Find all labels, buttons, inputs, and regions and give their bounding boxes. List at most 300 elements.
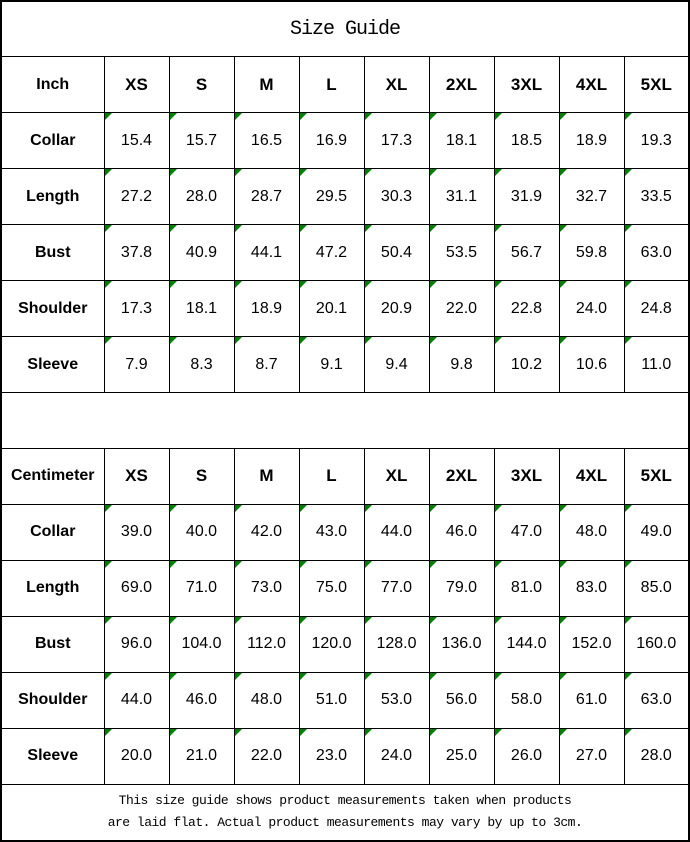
measurement-value-cell [299, 169, 364, 225]
measurement-value-cell [494, 616, 559, 672]
measurement-label: Shoulder [18, 691, 88, 709]
measurement-label: Collar [30, 523, 76, 541]
measurement-value: 77.0 [380, 579, 413, 597]
measurement-value: 61.0 [575, 691, 608, 709]
green-corner-triangle-icon [625, 729, 632, 736]
measurement-label: Bust [34, 635, 71, 653]
measurement-value: 18.5 [510, 131, 543, 149]
measurement-value: 9.8 [450, 355, 473, 373]
green-corner-triangle-icon [365, 169, 372, 176]
measurement-value-cell [169, 728, 234, 784]
page-title: Size Guide [289, 17, 401, 41]
measurement-row [1, 616, 689, 672]
green-corner-triangle-icon [105, 673, 112, 680]
measurement-value-cell [169, 504, 234, 560]
measurement-value: 39.0 [120, 523, 153, 541]
green-corner-triangle-icon [365, 561, 372, 568]
measurement-value: 20.0 [120, 747, 153, 765]
measurement-value: 22.8 [510, 299, 543, 317]
size-header-cell [169, 448, 234, 504]
green-corner-triangle-icon [170, 561, 177, 568]
measurement-value-cell [429, 672, 494, 728]
measurement-value-cell [429, 281, 494, 337]
measurement-value: 112.0 [247, 635, 286, 653]
measurement-value: 46.0 [445, 523, 478, 541]
measurement-value: 17.3 [380, 131, 413, 149]
measurement-value-cell [234, 113, 299, 169]
size-header: 3XL [510, 74, 543, 94]
measurement-value: 44.0 [380, 523, 413, 541]
measurement-value: 56.0 [445, 691, 478, 709]
green-corner-triangle-icon [105, 561, 112, 568]
size-header: 5XL [640, 466, 672, 486]
green-corner-triangle-icon [430, 169, 437, 176]
green-corner-triangle-icon [495, 225, 502, 232]
green-corner-triangle-icon [560, 169, 567, 176]
measurement-value: 18.9 [575, 131, 608, 149]
measurement-value: 44.0 [120, 691, 153, 709]
footer-note-line2: are laid flat. Actual product measurements may vary by up to 3cm. [107, 815, 583, 831]
green-corner-triangle-icon [560, 505, 567, 512]
size-header-cell [624, 448, 689, 504]
measurement-value: 19.3 [640, 131, 672, 149]
measurement-value-cell [559, 281, 624, 337]
size-header-cell [559, 448, 624, 504]
measurement-value: 24.8 [640, 299, 672, 317]
measurement-row [1, 225, 689, 281]
measurement-value: 40.0 [185, 523, 218, 541]
measurement-value: 8.7 [255, 355, 278, 373]
green-corner-triangle-icon [235, 729, 242, 736]
measurement-value: 9.4 [385, 355, 408, 373]
title-row [1, 1, 689, 57]
green-corner-triangle-icon [300, 169, 307, 176]
green-corner-triangle-icon [235, 673, 242, 680]
measurement-value: 48.0 [250, 691, 283, 709]
measurement-value: 37.8 [120, 243, 153, 261]
measurement-row [1, 281, 689, 337]
size-header-cell [429, 57, 494, 113]
measurement-row [1, 337, 689, 393]
measurement-value-cell [299, 560, 364, 616]
measurement-label: Sleeve [27, 355, 79, 373]
measurement-value-cell [169, 281, 234, 337]
green-corner-triangle-icon [365, 617, 372, 624]
measurement-value: 28.7 [250, 187, 283, 205]
size-header-cell [494, 448, 559, 504]
measurement-value-cell [494, 504, 559, 560]
title-cell [1, 1, 689, 57]
green-corner-triangle-icon [105, 729, 112, 736]
measurement-value: 47.2 [315, 243, 348, 261]
measurement-label-cell [1, 225, 104, 281]
size-header: XL [385, 466, 408, 486]
measurement-label-cell [1, 728, 104, 784]
measurement-value: 73.0 [250, 579, 283, 597]
measurement-value: 152.0 [571, 635, 612, 653]
size-header-cell [234, 57, 299, 113]
measurement-value-cell [624, 281, 689, 337]
measurement-value: 23.0 [315, 747, 348, 765]
measurement-value: 144.0 [506, 635, 547, 653]
unit-label-cell [1, 448, 104, 504]
measurement-value: 10.6 [575, 355, 608, 373]
measurement-row [1, 672, 689, 728]
measurement-value: 24.0 [380, 747, 413, 765]
measurement-label-cell [1, 504, 104, 560]
green-corner-triangle-icon [495, 337, 502, 344]
size-header: S [195, 74, 208, 94]
measurement-value: 18.1 [185, 299, 218, 317]
size-header-cell [169, 57, 234, 113]
measurement-value: 42.0 [250, 523, 283, 541]
measurement-value-cell [104, 672, 169, 728]
footer-note [1, 784, 689, 841]
measurement-value-cell [429, 560, 494, 616]
measurement-row [1, 728, 689, 784]
measurement-label-cell [1, 337, 104, 393]
measurement-value: 50.4 [380, 243, 413, 261]
measurement-value: 160.0 [636, 635, 677, 653]
measurement-value: 128.0 [376, 635, 417, 653]
measurement-value-cell [429, 169, 494, 225]
measurement-value: 56.7 [510, 243, 543, 261]
measurement-value-cell [364, 113, 429, 169]
measurement-value-cell [364, 169, 429, 225]
green-corner-triangle-icon [625, 673, 632, 680]
green-corner-triangle-icon [495, 729, 502, 736]
measurement-row [1, 560, 689, 616]
measurement-value-cell [559, 616, 624, 672]
measurement-value-cell [104, 560, 169, 616]
measurement-value: 47.0 [510, 523, 543, 541]
measurement-value-cell [624, 616, 689, 672]
measurement-value: 33.5 [640, 187, 672, 205]
measurement-label: Length [26, 187, 80, 205]
green-corner-triangle-icon [430, 617, 437, 624]
green-corner-triangle-icon [105, 225, 112, 232]
green-corner-triangle-icon [430, 113, 437, 120]
size-header: M [259, 466, 274, 486]
green-corner-triangle-icon [560, 729, 567, 736]
measurement-value-cell [559, 113, 624, 169]
size-header: 2XL [445, 466, 478, 486]
measurement-value: 29.5 [315, 187, 348, 205]
size-header-cell [299, 57, 364, 113]
size-header: XL [385, 74, 408, 94]
measurement-value-cell [624, 504, 689, 560]
green-corner-triangle-icon [105, 505, 112, 512]
measurement-value-cell [169, 113, 234, 169]
green-corner-triangle-icon [300, 337, 307, 344]
green-corner-triangle-icon [235, 505, 242, 512]
measurement-value-cell [559, 560, 624, 616]
measurement-value-cell [559, 169, 624, 225]
measurement-value-cell [299, 672, 364, 728]
size-header-cell [299, 448, 364, 504]
measurement-value-cell [364, 281, 429, 337]
measurement-value-cell [299, 504, 364, 560]
measurement-value-cell [494, 728, 559, 784]
green-corner-triangle-icon [560, 337, 567, 344]
size-header: L [326, 74, 337, 94]
size-header: M [259, 74, 274, 94]
size-header: XS [125, 466, 148, 486]
measurement-value-cell [429, 337, 494, 393]
measurement-label: Collar [30, 131, 76, 149]
size-header-cell [104, 448, 169, 504]
green-corner-triangle-icon [300, 673, 307, 680]
measurement-value: 20.1 [315, 299, 348, 317]
measurement-value: 25.0 [445, 747, 478, 765]
green-corner-triangle-icon [560, 281, 567, 288]
measurement-value: 63.0 [640, 243, 672, 261]
measurement-value: 136.0 [441, 635, 482, 653]
unit-label: Inch [36, 75, 70, 93]
size-header: L [326, 466, 337, 486]
green-corner-triangle-icon [105, 113, 112, 120]
measurement-value: 120.0 [311, 635, 352, 653]
size-header-cell [429, 448, 494, 504]
green-corner-triangle-icon [170, 729, 177, 736]
measurement-value-cell [104, 728, 169, 784]
measurement-value: 79.0 [445, 579, 478, 597]
measurement-value: 17.3 [120, 299, 153, 317]
green-corner-triangle-icon [235, 617, 242, 624]
measurement-value: 96.0 [120, 635, 153, 653]
measurement-label: Length [26, 579, 80, 597]
measurement-value: 85.0 [640, 579, 672, 597]
green-corner-triangle-icon [170, 505, 177, 512]
measurement-value-cell [234, 560, 299, 616]
measurement-value: 21.0 [185, 747, 218, 765]
green-corner-triangle-icon [170, 281, 177, 288]
measurement-value-cell [494, 337, 559, 393]
green-corner-triangle-icon [170, 673, 177, 680]
green-corner-triangle-icon [105, 337, 112, 344]
measurement-value: 27.2 [120, 187, 153, 205]
green-corner-triangle-icon [300, 225, 307, 232]
green-corner-triangle-icon [365, 113, 372, 120]
measurement-value-cell [429, 728, 494, 784]
measurement-value-cell [299, 616, 364, 672]
green-corner-triangle-icon [560, 561, 567, 568]
measurement-value-cell [299, 113, 364, 169]
green-corner-triangle-icon [235, 561, 242, 568]
measurement-value: 63.0 [640, 691, 672, 709]
green-corner-triangle-icon [170, 617, 177, 624]
measurement-value: 46.0 [185, 691, 218, 709]
measurement-value-cell [234, 337, 299, 393]
measurement-value-cell [494, 281, 559, 337]
measurement-value-cell [364, 504, 429, 560]
green-corner-triangle-icon [300, 561, 307, 568]
green-corner-triangle-icon [625, 225, 632, 232]
measurement-value-cell [234, 672, 299, 728]
measurement-value-cell [299, 728, 364, 784]
measurement-value-cell [234, 225, 299, 281]
measurement-label-cell [1, 672, 104, 728]
measurement-value-cell [234, 169, 299, 225]
green-corner-triangle-icon [365, 505, 372, 512]
table-spacer [1, 393, 689, 448]
measurement-value-cell [364, 225, 429, 281]
measurement-value-cell [104, 225, 169, 281]
measurement-value: 43.0 [315, 523, 348, 541]
green-corner-triangle-icon [560, 673, 567, 680]
measurement-value: 26.0 [510, 747, 543, 765]
measurement-value: 32.7 [575, 187, 608, 205]
green-corner-triangle-icon [300, 617, 307, 624]
green-corner-triangle-icon [430, 281, 437, 288]
measurement-value-cell [429, 225, 494, 281]
size-header-cell [624, 57, 689, 113]
measurement-value: 16.9 [315, 131, 348, 149]
measurement-value: 20.9 [380, 299, 413, 317]
measurement-value-cell [104, 281, 169, 337]
size-header: 5XL [640, 74, 672, 94]
measurement-value-cell [559, 337, 624, 393]
measurement-value: 48.0 [575, 523, 608, 541]
green-corner-triangle-icon [430, 561, 437, 568]
measurement-value-cell [364, 560, 429, 616]
measurement-value-cell [299, 225, 364, 281]
measurement-value: 15.4 [120, 131, 153, 149]
measurement-label: Shoulder [18, 299, 88, 317]
measurement-value: 75.0 [315, 579, 348, 597]
measurement-value-cell [559, 728, 624, 784]
measurement-value-cell [104, 169, 169, 225]
green-corner-triangle-icon [560, 113, 567, 120]
measurement-value-cell [234, 616, 299, 672]
inch-table-body [1, 57, 689, 393]
measurement-value-cell [364, 728, 429, 784]
unit-label-cell [1, 57, 104, 113]
measurement-value-cell [364, 672, 429, 728]
measurement-value: 49.0 [640, 523, 672, 541]
size-header: 2XL [445, 74, 478, 94]
measurement-value: 22.0 [250, 747, 283, 765]
spacer-row [1, 393, 689, 448]
measurement-value: 31.1 [445, 187, 478, 205]
measurement-value-cell [624, 560, 689, 616]
green-corner-triangle-icon [625, 617, 632, 624]
measurement-value: 40.9 [185, 243, 218, 261]
measurement-value-cell [429, 113, 494, 169]
measurement-value-cell [234, 281, 299, 337]
green-corner-triangle-icon [170, 337, 177, 344]
size-header-cell [364, 57, 429, 113]
size-header-cell [494, 57, 559, 113]
size-header: 4XL [575, 74, 608, 94]
green-corner-triangle-icon [625, 281, 632, 288]
measurement-value: 53.0 [380, 691, 413, 709]
measurement-value-cell [234, 504, 299, 560]
green-corner-triangle-icon [235, 281, 242, 288]
green-corner-triangle-icon [105, 169, 112, 176]
measurement-value-cell [494, 672, 559, 728]
green-corner-triangle-icon [495, 169, 502, 176]
measurement-label-cell [1, 560, 104, 616]
measurement-value-cell [169, 337, 234, 393]
measurement-value-cell [494, 560, 559, 616]
green-corner-triangle-icon [235, 225, 242, 232]
measurement-value: 16.5 [250, 131, 283, 149]
measurement-value-cell [234, 728, 299, 784]
measurement-row [1, 169, 689, 225]
green-corner-triangle-icon [560, 225, 567, 232]
footer-row [1, 784, 689, 841]
measurement-value-cell [624, 169, 689, 225]
green-corner-triangle-icon [625, 337, 632, 344]
green-corner-triangle-icon [495, 673, 502, 680]
green-corner-triangle-icon [495, 505, 502, 512]
size-header-cell [104, 57, 169, 113]
measurement-value: 22.0 [445, 299, 478, 317]
measurement-value: 28.0 [640, 747, 672, 765]
green-corner-triangle-icon [430, 505, 437, 512]
measurement-value-cell [364, 616, 429, 672]
green-corner-triangle-icon [365, 673, 372, 680]
measurement-value: 8.3 [190, 355, 213, 373]
green-corner-triangle-icon [365, 337, 372, 344]
measurement-value-cell [104, 113, 169, 169]
green-corner-triangle-icon [105, 281, 112, 288]
green-corner-triangle-icon [300, 729, 307, 736]
measurement-value-cell [494, 113, 559, 169]
size-header-cell [364, 448, 429, 504]
measurement-label: Sleeve [27, 747, 79, 765]
measurement-value-cell [299, 337, 364, 393]
green-corner-triangle-icon [430, 337, 437, 344]
green-corner-triangle-icon [365, 729, 372, 736]
green-corner-triangle-icon [300, 113, 307, 120]
measurement-value-cell [169, 169, 234, 225]
footer-note-line1: This size guide shows product measurements taken when products [118, 793, 572, 809]
measurement-value: 27.0 [575, 747, 608, 765]
green-corner-triangle-icon [430, 673, 437, 680]
green-corner-triangle-icon [495, 561, 502, 568]
measurement-value: 59.8 [575, 243, 608, 261]
measurement-value-cell [169, 672, 234, 728]
measurement-value: 83.0 [575, 579, 608, 597]
measurement-label: Bust [34, 243, 71, 261]
measurement-value: 31.9 [510, 187, 543, 205]
green-corner-triangle-icon [365, 225, 372, 232]
measurement-value-cell [104, 337, 169, 393]
green-corner-triangle-icon [430, 225, 437, 232]
measurement-value: 9.1 [320, 355, 343, 373]
green-corner-triangle-icon [495, 281, 502, 288]
size-header-cell [559, 57, 624, 113]
green-corner-triangle-icon [235, 113, 242, 120]
measurement-value: 44.1 [250, 243, 283, 261]
size-header: S [195, 466, 208, 486]
measurement-value: 15.7 [185, 131, 218, 149]
measurement-value: 51.0 [315, 691, 348, 709]
measurement-label-cell [1, 616, 104, 672]
size-header: XS [125, 74, 148, 94]
measurement-row [1, 504, 689, 560]
measurement-label-cell [1, 281, 104, 337]
measurement-label-cell [1, 169, 104, 225]
size-header: 4XL [575, 466, 608, 486]
green-corner-triangle-icon [495, 617, 502, 624]
green-corner-triangle-icon [625, 169, 632, 176]
measurement-value-cell [494, 225, 559, 281]
green-corner-triangle-icon [560, 617, 567, 624]
measurement-value-cell [299, 281, 364, 337]
